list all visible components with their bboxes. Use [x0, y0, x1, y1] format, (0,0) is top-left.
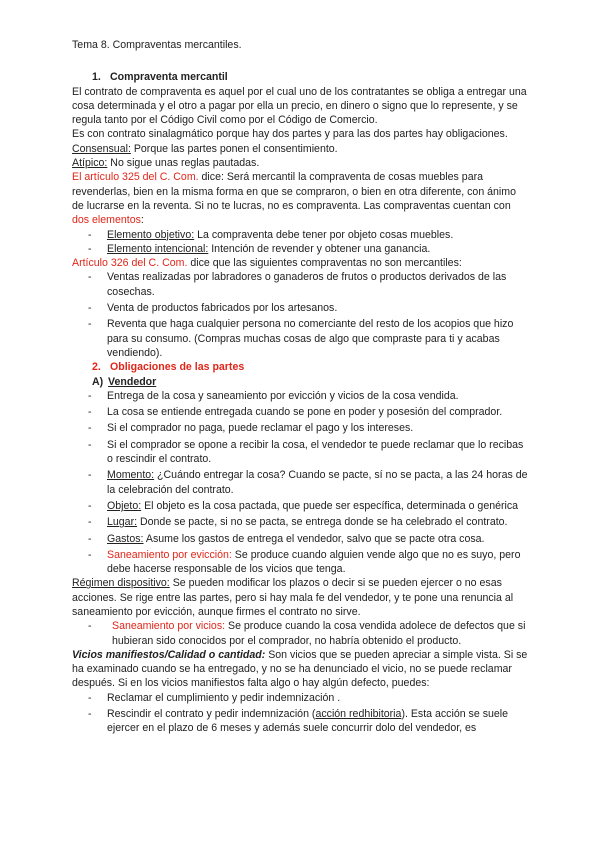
- list-item: [72, 619, 530, 648]
- elements-list: [72, 228, 530, 257]
- detail-label: Objeto:: [107, 499, 142, 512]
- list-item: - Venta de productos fabricados por los artesanos.: [72, 301, 530, 315]
- list-item: [72, 499, 530, 513]
- manifiestos-text: Son vicios que se pueden apreciar a simple vista. Si se ha examinado cuando se ha entregado, y no se ha denunciado el vicio, no se puede reclamar después. Si en los vicios manifiestos falta algo o hay algún defecto, puedes:: [72, 648, 528, 690]
- dos-elementos-text: dos elementos: [72, 214, 141, 227]
- document-title: Tema 8. Compraventas mercantiles.: [72, 39, 242, 51]
- list-item: - Ventas realizadas por labradores o ganaderos de frutos o productos derivados de las cosechas.: [72, 270, 530, 299]
- detail-text: ¿Cuándo entregar la cosa? Cuando se pacte, sí no se pacta, a las 24 horas de la celebración del contrato.: [107, 469, 528, 496]
- consensual-label: Consensual:: [72, 142, 131, 155]
- list-item: - La cosa se entiende entregada cuando se pone en poder y posesión del comprador.: [72, 405, 530, 419]
- section-2-title: Obligaciones de las partes: [110, 361, 245, 374]
- definition-paragraph: El contrato de compraventa es aquel por el cual uno de los contratantes se obliga a entregar una cosa determinada y el otro a pagar por ella un precio, en dinero o signo que lo represente, y se regula tanto por el Código Civil como por el Código de Comercio.: [72, 85, 527, 127]
- article-326-label: Artículo 326 del C. Com.: [72, 257, 188, 270]
- list-item: - Reventa que haga cualquier persona no comerciante del resto de los acopios que hizo para su consumo. (Compras muchas cosas de algo que compraste para ti y acabas vendiendo).: [72, 317, 530, 360]
- atipico-text: No sigue unas reglas pautadas.: [107, 157, 260, 170]
- consensual-text: Porque las partes ponen el consentimiento.: [130, 142, 338, 155]
- section-2-heading: [72, 360, 530, 374]
- article-326-paragraph: [72, 256, 530, 270]
- detail-label: Momento:: [107, 469, 155, 482]
- section-1-title: Compraventa mercantil: [110, 71, 228, 84]
- vicios-list: [72, 619, 530, 648]
- subsection-a-title: Vendedor: [108, 375, 157, 388]
- sinalagmatico-paragraph: Es con contrato sinalagmático porque hay dos partes y para las dos partes hay obligaciones.: [72, 128, 508, 141]
- list-item: - Entrega de la cosa y saneamiento por evicción y vicios de la cosa vendida.: [72, 389, 530, 403]
- article-325-text: dice: Será mercantil la compraventa de cosas muebles para revenderlas, bien en la misma forma en que se compraron, o bien en otra diferente, con ánimo de lucrarse en la reventa. Si no te lucras, no es compraventa. Las compraventas cuentan con: [72, 171, 517, 212]
- vicios-text: Se produce cuando la cosa vendida adolece de defectos que si hubieran sido conocidos por el comprador, no habría obtenido el producto.: [112, 620, 526, 647]
- seller-obligations-list: [72, 389, 530, 577]
- remedy-text-start: Rescindir el contrato y pedir indemnización (: [107, 708, 316, 721]
- regimen-paragraph: [72, 576, 530, 619]
- document-page: [72, 38, 530, 736]
- list-item: [72, 532, 530, 546]
- remedies-list: [72, 691, 530, 736]
- section-2-number: 2.: [92, 361, 101, 374]
- section-1-number: 1.: [92, 71, 101, 84]
- non-mercantile-list: [72, 270, 530, 360]
- list-item: [72, 242, 530, 256]
- eviccion-label: Saneamiento por evicción:: [107, 548, 232, 561]
- list-item: [72, 707, 530, 736]
- detail-text: Asume los gastos de entrega el vendedor, salvo que se pacte otra cosa.: [143, 532, 485, 545]
- section-1-heading: [72, 70, 530, 84]
- accion-redhibitoria-term: acción redhibitoria: [315, 708, 402, 721]
- regimen-text: Se pueden modificar los plazos o decir si se pueden ejercer o no esas acciones. Se rige entre las partes, pero si hay mala fe del vendedor, y te pone una renuncia al saneamiento por evicción, aunque firmes el contrato no sirve.: [72, 577, 514, 618]
- remedy-text-end: ). Esta acción se suele ejercer en el plazo de 6 meses y además suele concurrir dolo del vendedor, es: [107, 708, 509, 735]
- subsection-a-letter: A): [92, 375, 104, 388]
- detail-text: Donde se pacte, si no se pacta, se entrega donde se ha celebrado el contrato.: [137, 516, 508, 529]
- vicios-label: Saneamiento por vicios:: [112, 620, 226, 633]
- list-item: [72, 228, 530, 242]
- consensual-line: [72, 142, 530, 156]
- subsection-a-heading: [72, 375, 530, 389]
- manifiestos-label: Vicios manifiestos/Calidad o cantidad:: [72, 648, 266, 661]
- atipico-label: Atípico:: [72, 157, 108, 170]
- element-text: Intención de revender y obtener una ganancia.: [208, 242, 431, 255]
- article-326-text: dice que las siguientes compraventas no son mercantiles:: [187, 257, 462, 270]
- list-item: [72, 515, 530, 529]
- list-item: [72, 548, 530, 577]
- article-325-label: El artículo 325 del C. Com.: [72, 171, 199, 184]
- eviccion-text: Se produce cuando alguien vende algo que no es suyo, pero debe hacerse responsable de los vicios que tenga.: [107, 548, 521, 576]
- detail-label: Lugar:: [107, 516, 138, 529]
- detail-label: Gastos:: [107, 532, 144, 545]
- element-label: Elemento objetivo:: [107, 228, 195, 241]
- element-text: La compraventa debe tener por objeto cosas muebles.: [194, 228, 454, 241]
- list-item: - Si el comprador se opone a recibir la cosa, el vendedor te puede reclamar que lo recibas o rescindir el contrato.: [72, 438, 530, 467]
- element-label: Elemento intencional:: [107, 242, 209, 255]
- colon-text: :: [140, 214, 144, 227]
- article-325-paragraph: [72, 170, 530, 227]
- manifiestos-paragraph: [72, 648, 530, 691]
- list-item: - Si el comprador no paga, puede reclamar el pago y los intereses.: [72, 421, 530, 435]
- regimen-label: Régimen dispositivo:: [72, 577, 170, 590]
- detail-text: El objeto es la cosa pactada, que puede ser específica, determinada o genérica: [141, 499, 519, 512]
- list-item: - Reclamar el cumplimiento y pedir indemnización .: [72, 691, 530, 705]
- atipico-line: [72, 156, 530, 170]
- list-item: [72, 468, 530, 497]
